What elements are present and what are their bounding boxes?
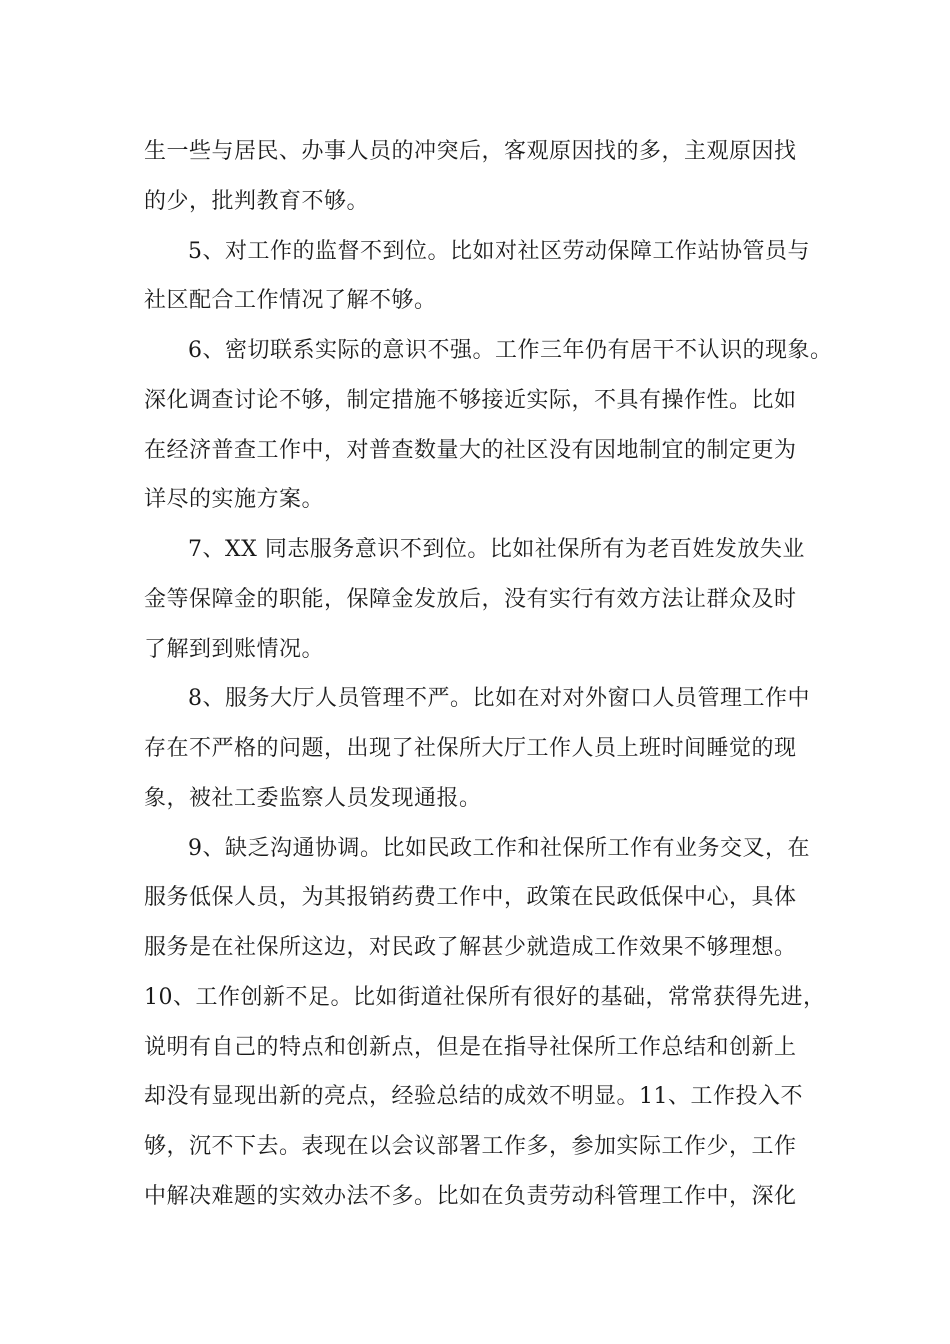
text-line: 生一些与居民、办事人员的冲突后，客观原因找的多，主观原因找 <box>144 139 797 164</box>
text-line: 8、服务大厅人员管理不严。比如在对对外窗口人员管理工作中 <box>188 686 810 711</box>
text-line: 在经济普查工作中，对普查数量大的社区没有因地制宜的制定更为 <box>144 438 797 463</box>
text-line: 9、缺乏沟通协调。比如民政工作和社保所工作有业务交叉，在 <box>188 836 810 861</box>
text-line: 详尽的实施方案。 <box>144 487 325 512</box>
text-line: 说明有自己的特点和创新点，但是在指导社保所工作总结和创新上 <box>144 1035 797 1060</box>
text-line: 服务低保人员，为其报销药费工作中，政策在民政低保中心，具体 <box>144 885 797 910</box>
text-line: 象，被社工委监察人员发现通报。 <box>144 786 482 811</box>
text-line: 了解到到账情况。 <box>144 637 325 662</box>
text-line: 深化调查讨论不够，制定措施不够接近实际，不具有操作性。比如 <box>144 388 797 413</box>
text-line: 却没有显现出新的亮点，经验总结的成效不明显。11、工作投入不 <box>144 1084 803 1109</box>
text-line: 存在不严格的问题，出现了社保所大厅工作人员上班时间睡觉的现 <box>144 736 797 761</box>
text-line: 的少，批判教育不够。 <box>144 189 370 214</box>
text-line: 服务是在社保所这边，对民政了解甚少就造成工作效果不够理想。 <box>144 935 797 960</box>
text-line: 金等保障金的职能，保障金发放后，没有实行有效方法让群众及时 <box>144 587 797 612</box>
text-line: 7、XX 同志服务意识不到位。比如社保所有为老百姓发放失业 <box>188 537 805 562</box>
text-line: 够，沉不下去。表现在以会议部署工作多，参加实际工作少，工作 <box>144 1134 797 1159</box>
text-line: 5、对工作的监督不到位。比如对社区劳动保障工作站协管员与 <box>188 239 810 264</box>
text-line: 10、工作创新不足。比如街道社保所有很好的基础，常常获得先进， <box>144 985 826 1010</box>
text-line: 社区配合工作情况了解不够。 <box>144 288 437 313</box>
text-line: 6、密切联系实际的意识不强。工作三年仍有居干不认识的现象。 <box>188 338 833 363</box>
text-line: 中解决难题的实效办法不多。比如在负责劳动科管理工作中，深化 <box>144 1184 797 1209</box>
